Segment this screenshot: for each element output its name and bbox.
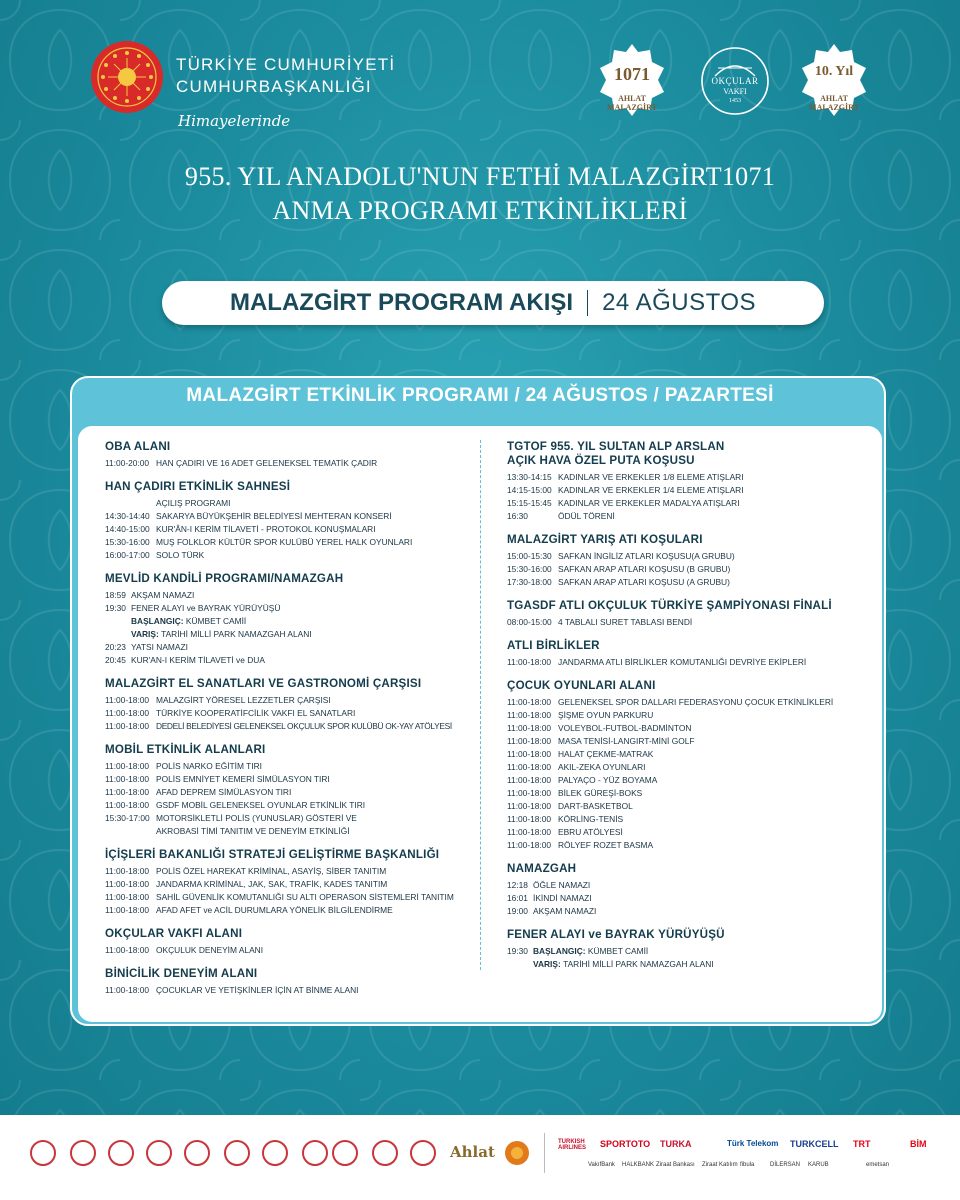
program-row: [105, 602, 465, 615]
row-description: YATSI NAMAZI: [131, 642, 188, 652]
presidency-line1: TÜRKİYE CUMHURİYETİ: [176, 55, 396, 74]
program-row: [507, 497, 867, 510]
program-row: [105, 786, 465, 799]
program-row: [105, 865, 465, 878]
program-row: [105, 654, 465, 667]
program-row: [105, 891, 465, 904]
main-title: [0, 160, 960, 228]
program-row: [507, 510, 867, 523]
row-description: DEDELİ BELEDİYESİ GELENEKSEL OKÇULUK SPOR KULÜBÜ OK-YAY ATÖLYESİ: [156, 721, 452, 731]
sponsor-logo-small: HALKBANK: [622, 1162, 655, 1168]
program-row: [507, 839, 867, 852]
row-description: SAFKAN ARAP ATLARI KOŞUSU (A GRUBU): [558, 577, 730, 587]
row-time: 11:00-18:00: [105, 945, 150, 955]
row-time: [105, 825, 156, 838]
row-description: SAKARYA BÜYÜKŞEHİR BELEDİYESİ MEHTERAN KONSERİ: [156, 511, 392, 521]
program-row: [507, 748, 867, 761]
program-row: [507, 892, 867, 905]
program-row: [507, 616, 867, 629]
row-time: [105, 497, 156, 510]
banner-date: 24 AĞUSTOS: [602, 289, 757, 316]
row-description: HAN ÇADIRI VE 16 ADET GELENEKSEL TEMATİK ÇADIR: [156, 458, 378, 468]
presidency-wordmark: [176, 54, 395, 98]
logo-middle-line1: OKÇULAR: [711, 76, 759, 86]
sponsor-logo: SPORTOTO: [600, 1139, 651, 1149]
left-column: [105, 440, 465, 1007]
section-title: HAN ÇADIRI ETKİNLİK SAHNESİ: [105, 480, 291, 493]
program-row: [507, 905, 867, 918]
row-description: POLİS EMNİYET KEMERİ SİMÜLASYON TIRI: [156, 774, 330, 784]
patronage-text: Himayelerinde: [178, 112, 291, 130]
row-time: 16:00-17:00: [105, 550, 150, 560]
emblem-6-icon: [224, 1140, 250, 1166]
program-row: [507, 550, 867, 563]
sponsor-logo-small: VakıfBank: [588, 1162, 615, 1168]
program-section: [507, 862, 867, 918]
row-time: 12:18: [507, 880, 528, 890]
program-section: [105, 572, 465, 667]
row-description: [533, 958, 867, 971]
program-row: [105, 523, 465, 536]
logo-left-number: 1071: [614, 64, 650, 84]
row-description: FENER ALAYI ve BAYRAK YÜRÜYÜŞÜ: [131, 603, 281, 613]
row-time: 11:00-18:00: [507, 736, 552, 746]
program-row: [507, 879, 867, 892]
column-divider: [480, 440, 481, 970]
row-time: 15:30-16:00: [507, 564, 552, 574]
row-time: 11:00-18:00: [507, 697, 552, 707]
emblem-2-icon: [70, 1140, 96, 1166]
program-row: [105, 944, 465, 957]
row-description: TÜRKİYE KOOPERATİFCİLİK VAKFI EL SANATLARI: [156, 708, 356, 718]
row-description: [533, 945, 867, 958]
program-row: [507, 471, 867, 484]
row-description: JANDARMA KRİMİNAL, JAK, SAK, TRAFİK, KADES TANITIM: [156, 879, 388, 889]
program-section: [507, 928, 867, 971]
right-column: [507, 440, 867, 981]
program-row: [507, 787, 867, 800]
presidency-line2: CUMHURBAŞKANLIĞI: [176, 77, 372, 96]
emblem-5-icon: [184, 1140, 210, 1166]
program-row: [105, 694, 465, 707]
program-row: [105, 510, 465, 523]
program-section: [507, 679, 867, 852]
emblem-11-icon: [410, 1140, 436, 1166]
banner-divider: [587, 290, 588, 316]
logo-middle-line3: 1453: [729, 98, 741, 104]
emblem-4-icon: [146, 1140, 172, 1166]
row-time: 15:30-17:00: [105, 813, 150, 823]
footer-separator: [544, 1133, 545, 1173]
row-time: 11:00-18:00: [105, 800, 150, 810]
logo-right-number: 10. Yıl: [814, 64, 854, 79]
section-title: OKÇULAR VAKFI ALANI: [105, 927, 243, 940]
row-time: 11:00-18:00: [507, 788, 552, 798]
program-row: [105, 457, 465, 470]
row-description: JANDARMA ATLI BİRLİKLER KOMUTANLIĞI DEVRİYE EKİPLERİ: [558, 657, 807, 667]
section-title: TGTOF 955. YIL SULTAN ALP ARSLAN: [507, 440, 725, 453]
row-time: 11:00-18:00: [507, 657, 552, 667]
emblem-9-icon: [332, 1140, 358, 1166]
row-time: 17:30-18:00: [507, 577, 552, 587]
row-time: 11:00-18:00: [507, 814, 552, 824]
program-banner: [162, 281, 824, 325]
row-description: PALYAÇO - YÜZ BOYAMA: [558, 775, 658, 785]
sponsor-logo: TURKCELL: [790, 1139, 839, 1149]
row-time: 20:45: [105, 655, 126, 665]
sponsor-logo-small: emetsan: [866, 1162, 890, 1168]
row-time: 11:00-18:00: [105, 879, 150, 889]
row-time: 14:30-14:40: [105, 511, 150, 521]
program-row: [507, 484, 867, 497]
row-description: AÇILIŞ PROGRAMI: [156, 498, 231, 508]
sponsor-logo: TURKISH AIRLINES: [558, 1139, 587, 1151]
row-description: BİLEK GÜREŞİ-BOKS: [558, 788, 643, 798]
row-time: 15:00-15:30: [507, 551, 552, 561]
program-row: [507, 826, 867, 839]
row-time: 11:00-18:00: [507, 775, 552, 785]
row-description: AFAD AFET ve ACİL DURUMLARA YÖNELİK BİLGİLENDİRME: [156, 905, 393, 915]
section-title: MALAZGİRT YARIŞ ATI KOŞULARI: [507, 533, 703, 546]
section-title: NAMAZGAH: [507, 862, 577, 875]
program-section: [105, 440, 465, 470]
program-section: [105, 927, 465, 957]
row-description: ŞİŞME OYUN PARKURU: [558, 710, 654, 720]
program-row: [507, 774, 867, 787]
row-value: TARİHİ MİLLİ PARK NAMAZGAH ALANI: [563, 959, 714, 969]
sponsor-logo: TURKA: [660, 1139, 692, 1149]
program-row: [105, 536, 465, 549]
row-time: 11:00-18:00: [507, 723, 552, 733]
row-description: [131, 615, 465, 628]
row-time: 11:00-18:00: [105, 787, 150, 797]
row-label: VARIŞ:: [533, 959, 564, 969]
program-row: [507, 576, 867, 589]
row-description: ÖDÜL TÖRENİ: [558, 511, 615, 521]
program-section: [507, 533, 867, 589]
section-title: TGASDF ATLI OKÇULUK TÜRKİYE ŞAMPİYONASI FİNALİ: [507, 599, 832, 612]
row-description: SAFKAN ARAP ATLARI KOŞUSU (B GRUBU): [558, 564, 731, 574]
row-description: OKÇULUK DENEYİM ALANI: [156, 945, 264, 955]
program-row: [105, 878, 465, 891]
program-section: [507, 639, 867, 669]
row-description: HALAT ÇEKME-MATRAK: [558, 749, 654, 759]
program-row: [507, 735, 867, 748]
banner-label: MALAZGİRT PROGRAM AKIŞI: [229, 289, 574, 316]
row-description: KADINLAR VE ERKEKLER 1/8 ELEME ATIŞLARI: [558, 472, 744, 482]
row-time: 16:01: [507, 893, 528, 903]
program-row: [105, 720, 465, 733]
row-time: 11:00-18:00: [507, 827, 552, 837]
row-description: GELENEKSEL SPOR DALLARI FEDERASYONU ÇOCUK ETKİNLİKLERİ: [558, 697, 834, 707]
row-time: 11:00-18:00: [105, 892, 150, 902]
row-time: [507, 958, 533, 971]
row-time: 11:00-18:00: [507, 749, 552, 759]
row-description: AKŞAM NAMAZI: [131, 590, 195, 600]
ahlat-malazgirt-10-yil-logo: [800, 42, 868, 118]
program-row: [105, 641, 465, 654]
row-time: 11:00-18:00: [507, 840, 552, 850]
row-description: MASA TENİSİ-LANGIRT-MİNİ GOLF: [558, 736, 695, 746]
row-description: SOLO TÜRK: [156, 550, 205, 560]
program-row: [105, 707, 465, 720]
sponsor-logo-small: Ziraat Katılım: [702, 1162, 738, 1168]
section-title: MALAZGİRT EL SANATLARI VE GASTRONOMİ ÇARŞISI: [105, 677, 422, 690]
row-description: POLİS ÖZEL HAREKAT KRİMİNAL, ASAYİŞ, SİBER TANITIM: [156, 866, 387, 876]
main-title-line2: ANMA PROGRAMI ETKİNLİKLERİ: [272, 196, 688, 225]
program-row: [105, 825, 465, 838]
row-time: 11:00-18:00: [105, 985, 150, 995]
row-time: 11:00-18:00: [105, 721, 150, 731]
emblem-1-icon: [30, 1140, 56, 1166]
row-time: 11:00-18:00: [105, 866, 150, 876]
row-description: KADINLAR VE ERKEKLER MADALYA ATIŞLARI: [558, 498, 740, 508]
emblem-10-icon: [372, 1140, 398, 1166]
row-time: 08:00-15:00: [507, 617, 552, 627]
row-description: AFAD DEPREM SİMÜLASYON TIRI: [156, 787, 292, 797]
program-section: [507, 599, 867, 629]
main-title-line1: 955. YIL ANADOLU'NUN FETHİ MALAZGİRT1071: [184, 162, 776, 191]
program-row: [105, 497, 465, 510]
section-title: FENER ALAYI ve BAYRAK YÜRÜYÜŞÜ: [507, 928, 725, 941]
sponsor-logo: BİM: [910, 1139, 927, 1149]
row-time: 19:30: [105, 603, 126, 613]
row-value: TARİHİ MİLLİ PARK NAMAZGAH ALANI: [161, 629, 312, 639]
program-section: [507, 440, 867, 523]
row-value: KÜMBET CAMİİ: [587, 946, 649, 956]
row-time: 11:00-18:00: [507, 710, 552, 720]
program-row: [105, 812, 465, 825]
program-row: [507, 761, 867, 774]
okcular-vakfi-logo: [700, 46, 770, 116]
emblem-8-icon: [302, 1140, 328, 1166]
row-time: 19:00: [507, 906, 528, 916]
row-description: SAFKAN İNGİLİZ ATLARI KOŞUSU(A GRUBU): [558, 551, 735, 561]
row-time: 20:23: [105, 642, 126, 652]
row-time: 14:40-15:00: [105, 524, 150, 534]
sun-emblem-icon: [504, 1140, 530, 1166]
program-row: [507, 958, 867, 971]
row-description: KUR'ÂN-I KERİM TİLAVETİ - PROTOKOL KONUŞMALARI: [156, 524, 376, 534]
row-description: RÖLYEF ROZET BASMA: [558, 840, 654, 850]
row-description: POLİS NARKO EĞİTİM TIRI: [156, 761, 262, 771]
program-row: [507, 722, 867, 735]
row-description: DART-BASKETBOL: [558, 801, 633, 811]
row-time: 11:00-18:00: [105, 774, 150, 784]
program-section: [105, 480, 465, 562]
sponsor-logo-small: Ziraat Bankası: [656, 1162, 695, 1168]
program-row: [507, 709, 867, 722]
row-description: GSDF MOBİL GELENEKSEL OYUNLAR ETKİNLİK TIRI: [156, 800, 366, 810]
row-time: 14:15-15:00: [507, 485, 552, 495]
sponsor-logo: TRT: [853, 1139, 871, 1149]
logo-middle-line2: VAKFI: [723, 87, 747, 96]
ahlat-logo: Ahlat: [450, 1143, 495, 1161]
section-title-line2: AÇIK HAVA ÖZEL PUTA KOŞUSU: [507, 454, 695, 467]
program-row: [507, 563, 867, 576]
program-section: [105, 743, 465, 838]
program-row: [507, 945, 867, 958]
program-row: [507, 800, 867, 813]
section-title: İÇİŞLERİ BAKANLIĞI STRATEJİ GELİŞTİRME BAŞKANLIĞI: [105, 848, 440, 861]
section-title: ÇOCUK OYUNLARI ALANI: [507, 679, 656, 692]
row-description: EBRU ATÖLYESİ: [558, 827, 623, 837]
section-title: OBA ALANI: [105, 440, 171, 453]
program-row: [507, 813, 867, 826]
row-description: SAHİL GÜVENLİK KOMUTANLIĞI SU ALTI OPERASON SİSTEMLERİ TANITIM: [156, 892, 454, 902]
row-description: İKİNDİ NAMAZI: [533, 893, 592, 903]
row-value: KÜMBET CAMİİ: [185, 616, 247, 626]
program-section: [105, 967, 465, 997]
row-time: 15:15-15:45: [507, 498, 552, 508]
section-title: BİNİCİLİK DENEYİM ALANI: [105, 967, 258, 980]
row-description: 4 TABLALI SURET TABLASI BENDİ: [558, 617, 693, 627]
row-description: ÖĞLE NAMAZI: [533, 880, 591, 890]
row-time: [105, 615, 131, 628]
row-description: MUŞ FOLKLOR KÜLTÜR SPOR KULÜBÜ YEREL HALK OYUNLARI: [156, 537, 413, 547]
row-time: 15:30-16:00: [105, 537, 150, 547]
program-row: [105, 904, 465, 917]
sponsor-logo: Türk Telekom: [727, 1139, 779, 1148]
row-time: 18:59: [105, 590, 126, 600]
row-description: AKIL-ZEKA OYUNLARI: [558, 762, 646, 772]
row-time: 11:00-18:00: [507, 801, 552, 811]
row-time: 11:00-18:00: [105, 708, 150, 718]
row-description: AKROBASİ TİMİ TANITIM VE DENEYİM ETKİNLİĞİ: [156, 826, 350, 836]
presidential-seal-icon: [90, 40, 164, 114]
program-row: [105, 615, 465, 628]
emblem-7-icon: [262, 1140, 288, 1166]
program-row: [105, 799, 465, 812]
row-time: 11:00-18:00: [105, 905, 150, 915]
program-row: [105, 773, 465, 786]
sponsor-logo-small: fibula: [740, 1162, 755, 1168]
section-title: MOBİL ETKİNLİK ALANLARI: [105, 743, 266, 756]
row-description: MOTORSİKLETLİ POLİS (YUNUSLAR) GÖSTERİ VE: [156, 813, 357, 823]
row-label: BAŞLANGIÇ:: [131, 616, 186, 626]
row-time: 11:00-20:00: [105, 458, 150, 468]
section-title: MEVLİD KANDİLİ PROGRAMI/NAMAZGAH: [105, 572, 344, 585]
row-description: KUR'AN-I KERİM TİLAVETİ ve DUA: [131, 655, 265, 665]
row-time: [105, 628, 131, 641]
row-description: KADINLAR VE ERKEKLER 1/4 ELEME ATIŞLARI: [558, 485, 744, 495]
ahlat-malazgirt-1071-logo: [598, 42, 666, 118]
row-label: BAŞLANGIÇ:: [533, 946, 588, 956]
emblem-3-icon: [108, 1140, 134, 1166]
row-description: MALAZGİRT YÖRESEL LEZZETLER ÇARŞISI: [156, 695, 331, 705]
program-section: [105, 677, 465, 733]
program-row: [105, 628, 465, 641]
row-description: [131, 628, 465, 641]
row-description: ÇOCUKLAR VE YETİŞKİNLER İÇİN AT BİNME ALANI: [156, 985, 359, 995]
row-description: KÖRLİNG-TENİS: [558, 814, 624, 824]
row-time: 11:00-18:00: [105, 695, 150, 705]
row-time: 11:00-18:00: [507, 762, 552, 772]
logo-right-name: AHLAT MALAZGİRT: [809, 94, 859, 112]
program-row: [105, 984, 465, 997]
program-row: [105, 549, 465, 562]
program-row: [507, 696, 867, 709]
program-row: [105, 589, 465, 602]
row-time: 13:30-14:15: [507, 472, 552, 482]
row-description: AKŞAM NAMAZI: [533, 906, 597, 916]
program-row: [105, 760, 465, 773]
section-title: ATLI BİRLİKLER: [507, 639, 600, 652]
logo-left-name: AHLAT MALAZGİRT: [607, 94, 657, 112]
row-time: 16:30: [507, 511, 528, 521]
sponsor-logo-small: KARUB: [808, 1162, 829, 1168]
row-time: 19:30: [507, 946, 528, 956]
program-row: [507, 656, 867, 669]
sponsor-logo-small: DİLERSAN: [770, 1162, 801, 1168]
row-description: VOLEYBOL-FUTBOL-BADMİNTON: [558, 723, 692, 733]
program-section: [105, 848, 465, 917]
program-panel-title: MALAZGİRT ETKİNLİK PROGRAMI / 24 AĞUSTOS / PAZARTESİ: [186, 385, 774, 406]
row-label: VARIŞ:: [131, 629, 162, 639]
row-time: 11:00-18:00: [105, 761, 150, 771]
